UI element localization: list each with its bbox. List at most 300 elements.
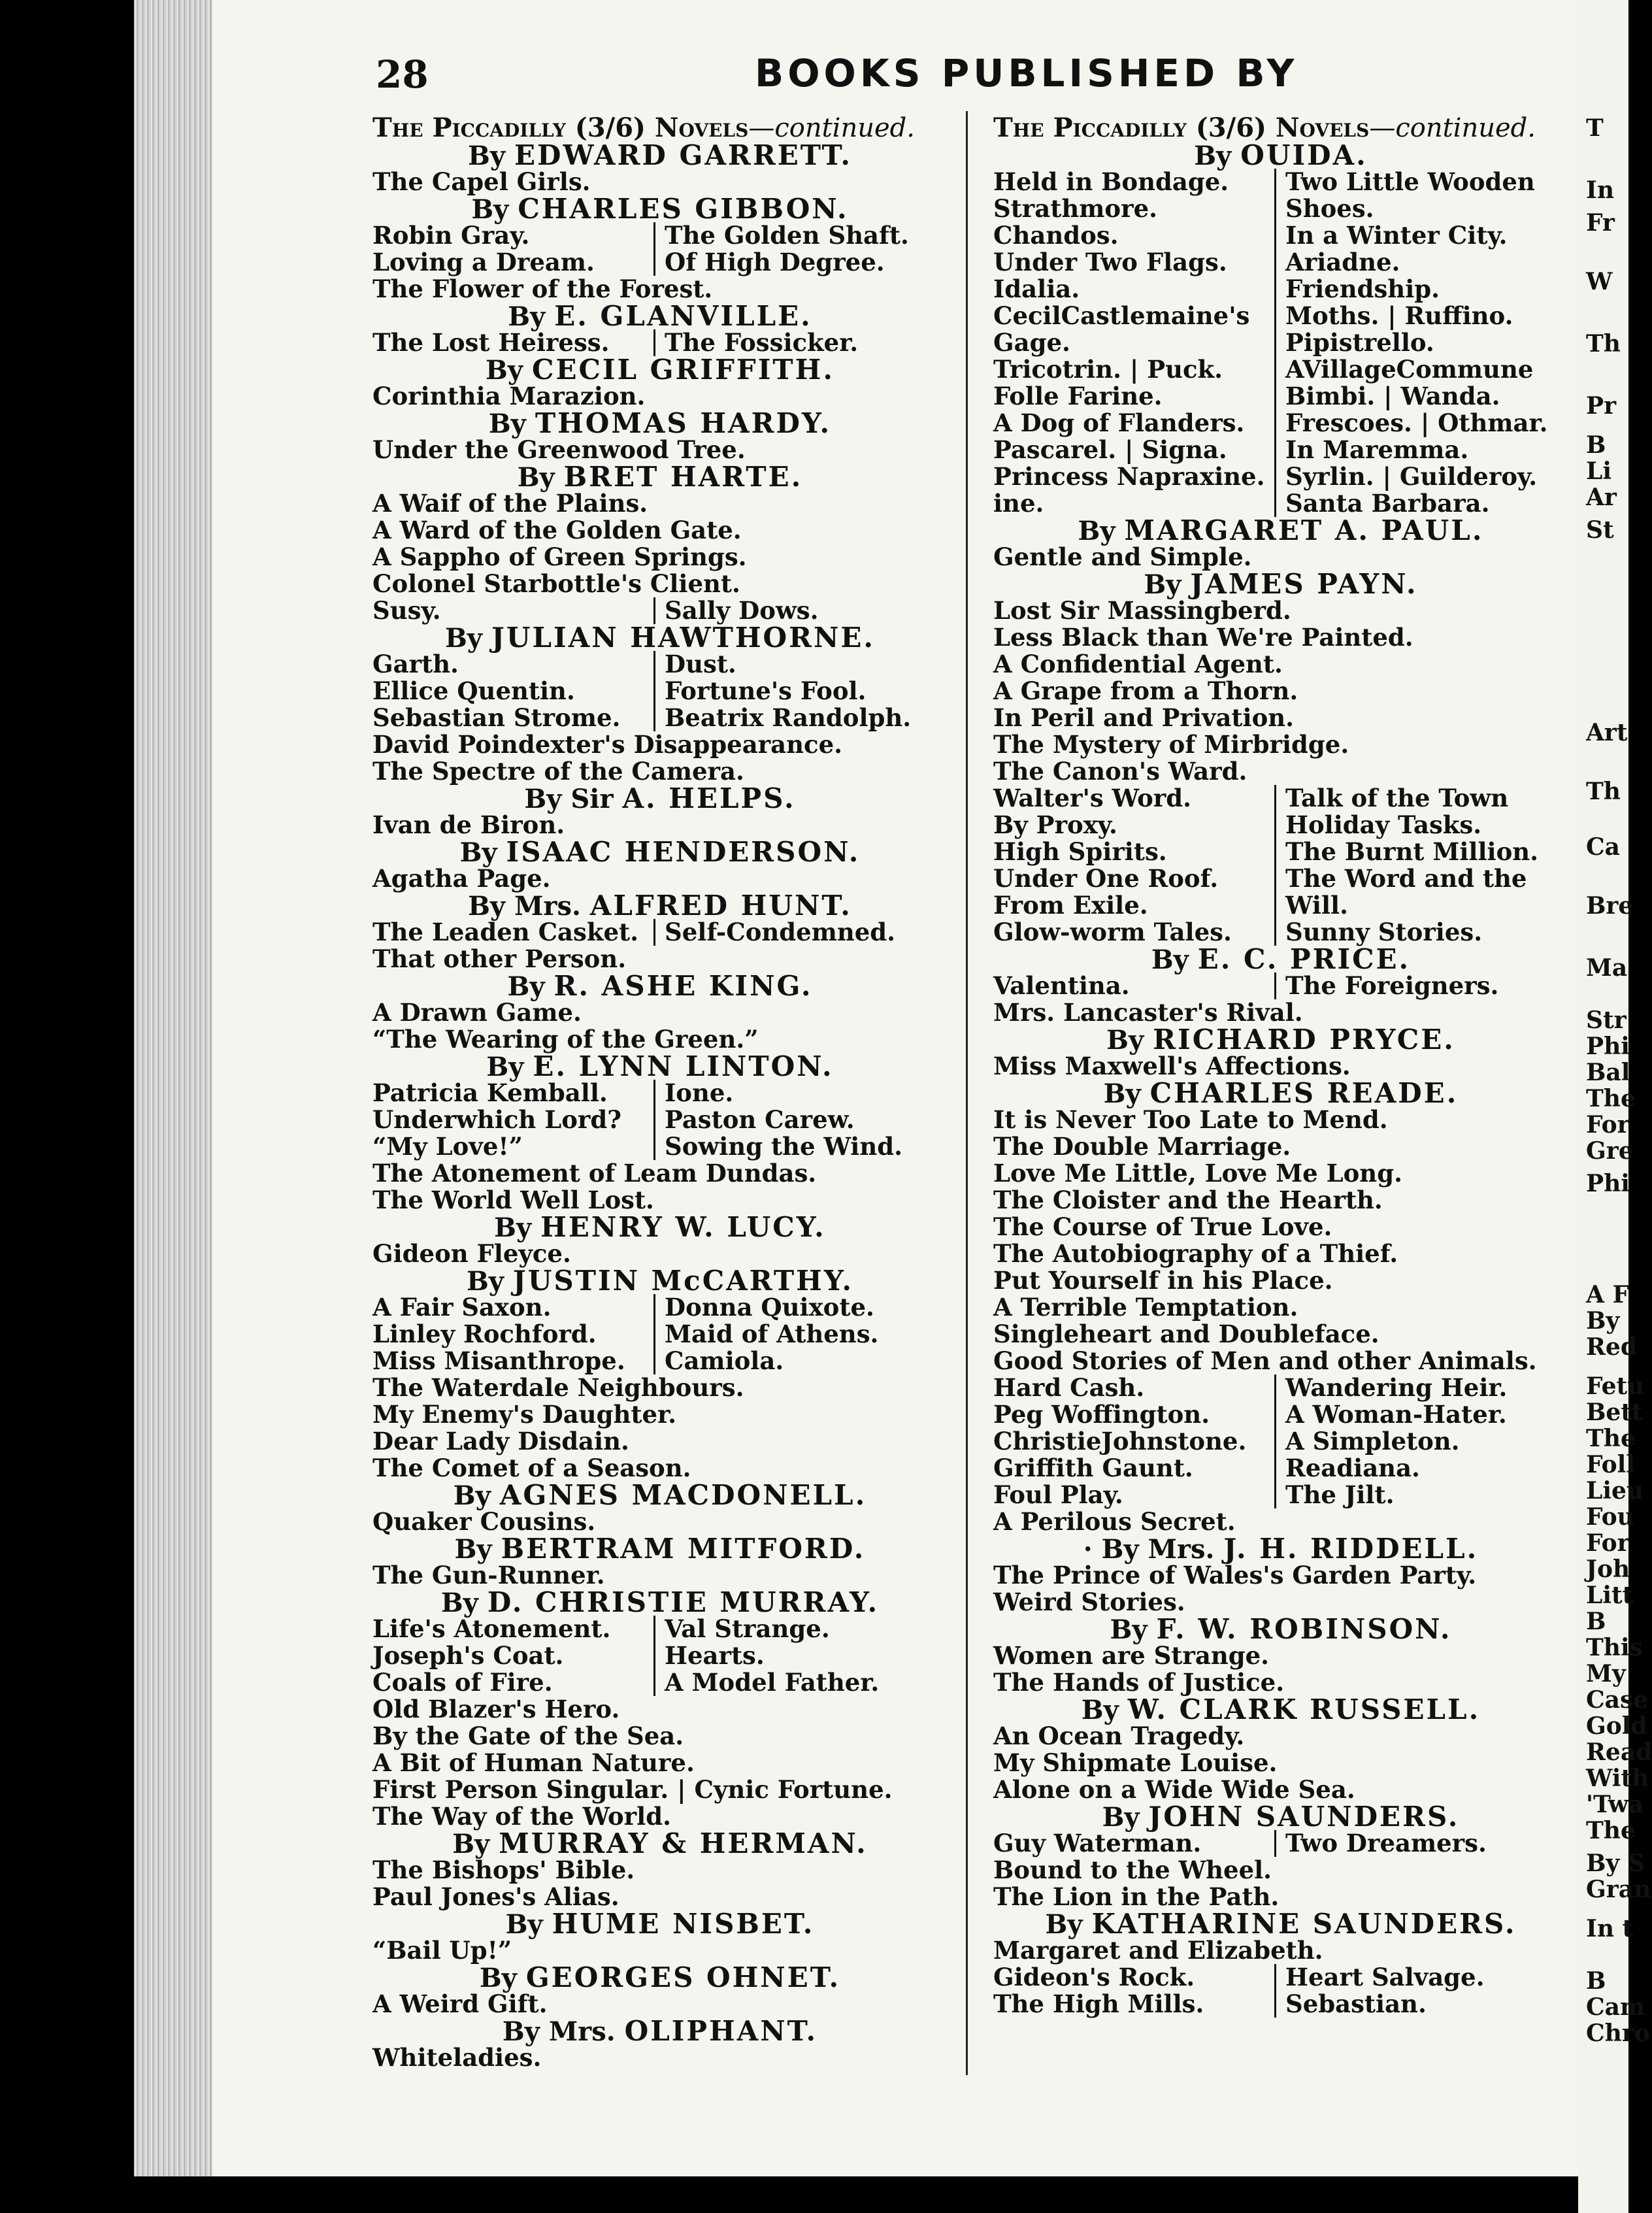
title-pair-row [372, 1294, 948, 1321]
author-name: KATHARINE SAUNDERS. [1091, 1908, 1517, 1940]
author-name: ISAAC HENDERSON. [506, 836, 861, 868]
running-head: BOOKS PUBLISHED BY [755, 51, 1298, 95]
book-title: The Bishops' Bible. [372, 1855, 635, 1884]
book-title: Strathmore. [993, 194, 1158, 223]
book-title: Glow-worm Tales. [993, 918, 1232, 946]
author-prefix: By [505, 1909, 552, 1940]
book-title: A Bit of Human Nature. [372, 1748, 695, 1777]
book-title: The Foreigners. [1274, 973, 1498, 999]
title-pair-row [993, 1374, 1568, 1401]
title-pair-row [372, 1669, 948, 1696]
book-title: Sunny Stories. [1274, 919, 1482, 946]
facing-page-text: In t [1586, 1915, 1634, 1942]
book-title: The Mystery of Mirbridge. [993, 730, 1349, 759]
facing-page-text: The [1586, 1425, 1636, 1452]
facing-page-text: B [1586, 1967, 1606, 1995]
author-prefix: By Mrs. [502, 2016, 625, 2047]
facing-page-text: Red [1586, 1333, 1637, 1361]
title-pair-row [993, 437, 1568, 463]
author-name: THOMAS HARDY. [535, 407, 832, 439]
column-divider [966, 111, 968, 2075]
book-title: The Hands of Justice. [993, 1668, 1285, 1697]
author-prefix: By [1106, 1025, 1153, 1056]
book-title: Frescoes. | Othmar. [1274, 410, 1548, 437]
title-pair-row [372, 222, 948, 249]
author-prefix: By [1103, 1078, 1150, 1109]
facing-page-text: Art [1586, 719, 1628, 746]
author-prefix: By [486, 355, 533, 386]
book-title: A Model Father. [653, 1669, 879, 1696]
author-name: E. C. PRICE. [1197, 943, 1411, 975]
book-title: Chandos. [993, 221, 1119, 250]
book-title: Talk of the Town [1274, 785, 1508, 812]
section-heading: The Piccadilly (3/6) Novels—continued. [372, 112, 915, 143]
book-title: That other Person. [372, 944, 627, 973]
book-title: Hard Cash. [993, 1373, 1145, 1402]
title-pair-row [993, 222, 1568, 249]
book-title: Syrlin. | Guilderoy. [1274, 463, 1537, 490]
book-title: A Ward of the Golden Gate. [372, 516, 742, 544]
author-name: RICHARD PRYCE. [1153, 1023, 1455, 1056]
book-title: A Woman-Hater. [1274, 1401, 1507, 1428]
author-prefix: By [440, 1588, 487, 1618]
author-prefix: By [459, 837, 506, 868]
facing-page-text: This [1586, 1634, 1643, 1661]
facing-page-text: Ar [1586, 484, 1617, 511]
book-title: The Gun-Runner. [372, 1561, 605, 1589]
book-title: Griffith Gaunt. [993, 1454, 1193, 1482]
book-title: The Lion in the Path. [993, 1882, 1280, 1911]
book-title: Readiana. [1274, 1455, 1420, 1482]
author-name: ALFRED HUNT. [589, 890, 852, 922]
title-pair-row [372, 1321, 948, 1348]
book-title: A Confidential Agent. [993, 650, 1283, 678]
book-title: The Jilt. [1274, 1482, 1394, 1508]
author-heading [372, 1961, 948, 1993]
facing-page-text: Case [1586, 1686, 1649, 1714]
book-title: Foul Play. [993, 1480, 1123, 1509]
book-title: Women are Strange. [993, 1641, 1270, 1670]
author-name: JOHN SAUNDERS. [1148, 1801, 1460, 1833]
book-title: Dear Lady Disdain. [372, 1427, 629, 1456]
author-name: GEORGES OHNET. [525, 1961, 841, 1993]
facing-page-text: Gran [1586, 1876, 1651, 1903]
author-heading [372, 622, 948, 654]
facing-page-text: Foll [1586, 1451, 1635, 1478]
facing-page-text: Ma [1586, 954, 1628, 982]
book-title: Patricia Kemball. [372, 1078, 608, 1107]
book-title: An Ocean Tragedy. [993, 1722, 1245, 1750]
facing-page-text: For [1586, 1529, 1630, 1557]
author-name: D. CHRISTIE MURRAY. [487, 1586, 880, 1618]
book-title: The Capel Girls. [372, 167, 591, 196]
book-title: Of High Degree. [653, 249, 885, 276]
book-title: Less Black than We're Painted. [993, 623, 1413, 652]
book-title: The Prince of Wales's Garden Party. [993, 1561, 1477, 1589]
facing-page-text: Bett [1586, 1399, 1643, 1426]
book-title: Maid of Athens. [653, 1321, 878, 1348]
title-pair-row [993, 169, 1568, 195]
author-heading [372, 2015, 948, 2047]
author-heading [993, 1077, 1568, 1109]
title-pair-row [993, 892, 1568, 919]
book-title: The Leaden Casket. [372, 918, 638, 946]
facing-page-text: In [1586, 176, 1615, 204]
book-title: It is Never Too Late to Mend. [993, 1105, 1388, 1134]
book-title: Moths. | Ruffino. [1274, 303, 1513, 329]
book-title: A Sappho of Green Springs. [372, 542, 747, 571]
book-title: By the Gate of the Sea. [372, 1722, 684, 1750]
book-title: Margaret and Elizabeth. [993, 1936, 1323, 1965]
book-title: Pascarel. | Signa. [993, 435, 1227, 464]
author-prefix: By Sir [524, 784, 623, 814]
title-pair-row [993, 195, 1568, 222]
facing-page-text: Litt [1586, 1582, 1634, 1609]
facing-page-text: Th [1586, 330, 1621, 358]
book-title: Quaker Cousins. [372, 1507, 596, 1536]
book-title: Shoes. [1274, 195, 1374, 222]
facing-page-fragment [1578, 0, 1652, 2213]
book-title: A Dog of Flanders. [993, 408, 1245, 437]
title-pair-row [993, 410, 1568, 437]
title-pair-row [993, 303, 1568, 329]
book-title: A Fair Saxon. [372, 1293, 552, 1322]
facing-page-text: Phi [1586, 1033, 1630, 1060]
author-prefix: By [1078, 516, 1125, 546]
author-name: JUSTIN McCARTHY. [512, 1265, 854, 1297]
book-title: Mrs. Lancaster's Rival. [993, 998, 1303, 1027]
facing-page-text: B [1586, 1608, 1606, 1635]
author-heading [993, 1908, 1568, 1940]
book-title: Guy Waterman. [993, 1829, 1202, 1857]
author-name: F. W. ROBINSON. [1156, 1613, 1452, 1645]
book-title: Singleheart and Doubleface. [993, 1320, 1379, 1348]
author-prefix: By [1144, 569, 1191, 600]
title-pair-row [993, 329, 1568, 356]
book-title: My Shipmate Louise. [993, 1748, 1278, 1777]
author-heading [372, 836, 948, 868]
book-title: In Peril and Privation. [993, 703, 1295, 732]
title-pair-row [993, 865, 1568, 892]
book-title: A Waif of the Plains. [372, 489, 648, 518]
author-heading [993, 1023, 1568, 1056]
book-title: First Person Singular. | Cynic Fortune. [372, 1775, 893, 1804]
facing-page-text: The [1586, 1817, 1636, 1844]
facing-page-text: Th [1586, 778, 1621, 805]
book-title: Wandering Heir. [1274, 1374, 1507, 1401]
facing-page-text: Ca [1586, 833, 1620, 861]
facing-page-text: St [1586, 516, 1614, 544]
section-heading: The Piccadilly (3/6) Novels—continued. [993, 112, 1536, 143]
author-heading [372, 300, 948, 332]
book-title: Donna Quixote. [653, 1294, 874, 1321]
book-title: The Atonement of Leam Dundas. [372, 1159, 817, 1188]
facing-page-text: Gre [1586, 1137, 1634, 1165]
author-name: HUME NISBET. [552, 1908, 815, 1940]
book-title: The High Mills. [993, 1989, 1204, 2018]
author-prefix: By [1194, 141, 1241, 171]
facing-page-text: Chro [1586, 2020, 1650, 2047]
book-title: Will. [1274, 892, 1348, 919]
author-name: J. H. RIDDELL. [1223, 1533, 1479, 1565]
author-heading [372, 782, 948, 814]
author-name: R. ASHE KING. [553, 970, 813, 1002]
author-heading [993, 1533, 1568, 1565]
book-title: Ariadne. [1274, 249, 1400, 276]
title-pair-row [993, 490, 1568, 517]
title-pair-row [993, 356, 1568, 383]
right-column [993, 114, 1568, 2018]
author-prefix: By [1151, 944, 1198, 975]
book-title: Heart Salvage. [1274, 1964, 1484, 1991]
title-pair-row [993, 1830, 1568, 1857]
title-pair-row [372, 1616, 948, 1642]
facing-page-text: Str [1586, 1007, 1627, 1034]
book-title: Corinthia Marazion. [372, 382, 646, 410]
facing-page-text: Bal [1586, 1059, 1630, 1086]
title-pair-row [993, 1401, 1568, 1428]
title-pair-row [993, 463, 1568, 490]
book-title: The World Well Lost. [372, 1186, 654, 1214]
author-heading [372, 1050, 948, 1082]
author-prefix: · By Mrs. [1083, 1534, 1224, 1565]
author-name: MURRAY & HERMAN. [499, 1827, 868, 1859]
book-title: Robin Gray. [372, 221, 530, 250]
book-title: Coals of Fire. [372, 1668, 553, 1697]
author-heading [372, 970, 948, 1002]
author-prefix: By [466, 1266, 513, 1297]
book-title: AVillageCommune [1274, 356, 1533, 383]
book-title: ine. [993, 489, 1044, 518]
book-title: Folle Farine. [993, 382, 1163, 410]
book-title: The Course of True Love. [993, 1212, 1332, 1241]
book-title: Life's Atonement. [372, 1614, 611, 1643]
title-pair-row [372, 1106, 948, 1133]
facing-page-text: Cam [1586, 1993, 1645, 2021]
title-pair-row [993, 276, 1568, 303]
author-heading [372, 1211, 948, 1243]
author-prefix: By [454, 1534, 501, 1565]
author-name: BERTRAM MITFORD. [501, 1533, 866, 1565]
facing-page-text: Lieu [1586, 1477, 1644, 1505]
author-heading [372, 193, 948, 225]
author-name: E. LYNN LINTON. [533, 1050, 834, 1082]
book-title: Paston Carew. [653, 1106, 855, 1133]
title-pair-row [993, 1455, 1568, 1482]
author-name: CECIL GRIFFITH. [532, 354, 834, 386]
author-heading [372, 461, 948, 493]
author-name: AGNES MACDONELL. [499, 1479, 867, 1511]
author-heading [372, 139, 948, 171]
facing-page-text: Bre [1586, 892, 1634, 920]
book-title: Dust. [653, 651, 736, 678]
book-title: Princess Napraxine. [993, 462, 1265, 491]
title-pair-row [993, 919, 1568, 946]
book-title: The Canon's Ward. [993, 757, 1247, 786]
book-title: The Waterdale Neighbours. [372, 1373, 744, 1402]
book-title: Peg Woffington. [993, 1400, 1210, 1429]
facing-page-text: B [1586, 431, 1606, 459]
book-title: Loving a Dream. [372, 248, 595, 276]
book-title: Sebastian Strome. [372, 703, 621, 732]
book-title: “Bail Up!” [372, 1936, 512, 1965]
facing-page-text: By S [1586, 1850, 1645, 1877]
author-prefix: By [517, 462, 564, 493]
title-pair-row [993, 812, 1568, 839]
author-name: JAMES PAYN. [1190, 568, 1418, 600]
book-title: Under the Greenwood Tree. [372, 435, 746, 464]
title-pair-row [372, 651, 948, 678]
author-prefix: By [479, 1963, 526, 1993]
book-title: Underwhich Lord? [372, 1105, 621, 1134]
author-heading [372, 407, 948, 439]
author-prefix: By [468, 141, 515, 171]
book-title: Holiday Tasks. [1274, 812, 1481, 839]
author-prefix: By [486, 1052, 533, 1082]
book-title: The Autobiography of a Thief. [993, 1239, 1398, 1268]
author-name: W. CLARK RUSSELL. [1127, 1693, 1481, 1725]
author-heading [372, 890, 948, 922]
book-title: Ivan de Biron. [372, 810, 565, 839]
book-title: Colonel Starbottle's Client. [372, 569, 740, 598]
title-pair-row [993, 785, 1568, 812]
facing-page-text: A F [1586, 1281, 1630, 1308]
book-title: Garth. [372, 650, 459, 678]
author-name: EDWARD GARRETT. [514, 139, 852, 171]
author-prefix: By [488, 408, 535, 439]
book-title: Old Blazer's Hero. [372, 1695, 620, 1723]
author-heading [372, 1908, 948, 1940]
book-title: Santa Barbara. [1274, 490, 1489, 517]
book-title: The Cloister and the Hearth. [993, 1186, 1383, 1214]
book-title: Beatrix Randolph. [653, 705, 911, 731]
title-pair-row [372, 919, 948, 946]
book-title: The Golden Shaft. [653, 222, 909, 249]
author-prefix: By [452, 1829, 499, 1859]
book-title: High Spirits. [993, 837, 1167, 866]
book-title: The Way of the World. [372, 1802, 671, 1831]
book-title: David Poindexter's Disappearance. [372, 730, 842, 759]
author-heading [993, 514, 1568, 546]
book-title: Miss Maxwell's Affections. [993, 1052, 1351, 1080]
facing-page-text: Phi [1586, 1170, 1630, 1197]
book-title: From Exile. [993, 891, 1148, 920]
author-heading [993, 1801, 1568, 1833]
book-title: A Terrible Temptation. [993, 1293, 1298, 1322]
title-pair-row [993, 383, 1568, 410]
book-title: Sebastian. [1274, 1991, 1427, 2018]
facing-page-text: Li [1586, 458, 1611, 485]
book-title: Sally Dows. [653, 597, 819, 624]
book-title: Two Dreamers. [1274, 1830, 1487, 1857]
book-title: Lost Sir Massingberd. [993, 596, 1291, 625]
book-title: ChristieJohnstone. [993, 1427, 1247, 1456]
book-title: Joseph's Coat. [372, 1641, 564, 1670]
book-title: The Burnt Million. [1274, 839, 1538, 865]
book-title: Under Two Flags. [993, 248, 1227, 276]
book-title: Valentina. [993, 971, 1130, 1000]
book-title: CecilCastlemaine's [993, 301, 1250, 330]
author-heading [372, 354, 948, 386]
book-title: Gideon's Rock. [993, 1963, 1195, 1991]
title-pair-row [372, 1642, 948, 1669]
book-title: Susy. [372, 596, 441, 625]
author-heading [993, 568, 1568, 600]
author-heading [993, 139, 1568, 171]
author-prefix: By [1081, 1695, 1128, 1725]
title-pair-row [993, 973, 1568, 999]
book-title: Hearts. [653, 1642, 765, 1669]
title-pair-row [372, 329, 948, 356]
book-title: Held in Bondage. [993, 167, 1229, 196]
book-title: Good Stories of Men and other Animals. [993, 1346, 1537, 1375]
book-title: Miss Misanthrope. [372, 1346, 625, 1375]
book-title: Friendship. [1274, 276, 1440, 303]
left-column [372, 114, 948, 2071]
author-name: CHARLES GIBBON. [518, 193, 849, 225]
book-title: Paul Jones's Alias. [372, 1882, 620, 1911]
title-pair-row [993, 839, 1568, 865]
facing-page-text: For [1586, 1111, 1630, 1139]
book-title: Whiteladies. [372, 2043, 542, 2072]
book-title: Bimbi. | Wanda. [1274, 383, 1500, 410]
author-prefix: By [507, 971, 554, 1002]
book-title: In a Winter City. [1274, 222, 1508, 249]
author-prefix: By [1045, 1909, 1092, 1940]
title-pair-row [372, 597, 948, 624]
author-prefix: By [508, 301, 555, 332]
book-title: “The Wearing of the Green.” [372, 1025, 759, 1054]
book-title: Fortune's Fool. [653, 678, 866, 705]
book-title: Gentle and Simple. [993, 542, 1252, 571]
book-title: Gage. [993, 328, 1070, 357]
book-title: Ellice Quentin. [372, 676, 575, 705]
author-prefix: By [1102, 1802, 1149, 1833]
author-name: JULIAN HAWTHORNE. [491, 622, 876, 654]
facing-page-text: Joh [1586, 1556, 1630, 1583]
book-title: Idalia. [993, 275, 1080, 303]
title-pair-row [372, 1080, 948, 1106]
author-heading [372, 1533, 948, 1565]
book-title: Sowing the Wind. [653, 1133, 902, 1160]
facing-page-text: T [1586, 114, 1604, 142]
author-name: E. GLANVILLE. [554, 300, 812, 332]
book-title: The Lost Heiress. [372, 328, 610, 357]
book-title: A Grape from a Thorn. [993, 676, 1298, 705]
book-title: Love Me Little, Love Me Long. [993, 1159, 1402, 1188]
author-prefix: By [444, 623, 491, 654]
author-prefix: By [1110, 1614, 1157, 1645]
author-name: A. HELPS. [622, 782, 796, 814]
book-title: Val Strange. [653, 1616, 830, 1642]
facing-page-text: Fou [1586, 1503, 1634, 1531]
book-title: A Perilous Secret. [993, 1507, 1236, 1536]
facing-page-text: Pr [1586, 392, 1617, 420]
book-title: The Fossicker. [653, 329, 858, 356]
facing-page-text: With [1586, 1765, 1649, 1792]
facing-page-text: The [1586, 1085, 1636, 1112]
author-name: BRET HARTE. [563, 461, 803, 493]
author-heading [372, 1265, 948, 1297]
title-pair-row [993, 1991, 1568, 2018]
book-title: The Word and the [1274, 865, 1527, 892]
book-title: Agatha Page. [372, 864, 551, 893]
title-pair-row [372, 249, 948, 276]
facing-page-text: My [1586, 1660, 1626, 1688]
author-name: MARGARET A. PAUL. [1124, 514, 1484, 546]
facing-page-text: 'Twa [1586, 1791, 1644, 1818]
book-title: My Enemy's Daughter. [372, 1400, 677, 1429]
